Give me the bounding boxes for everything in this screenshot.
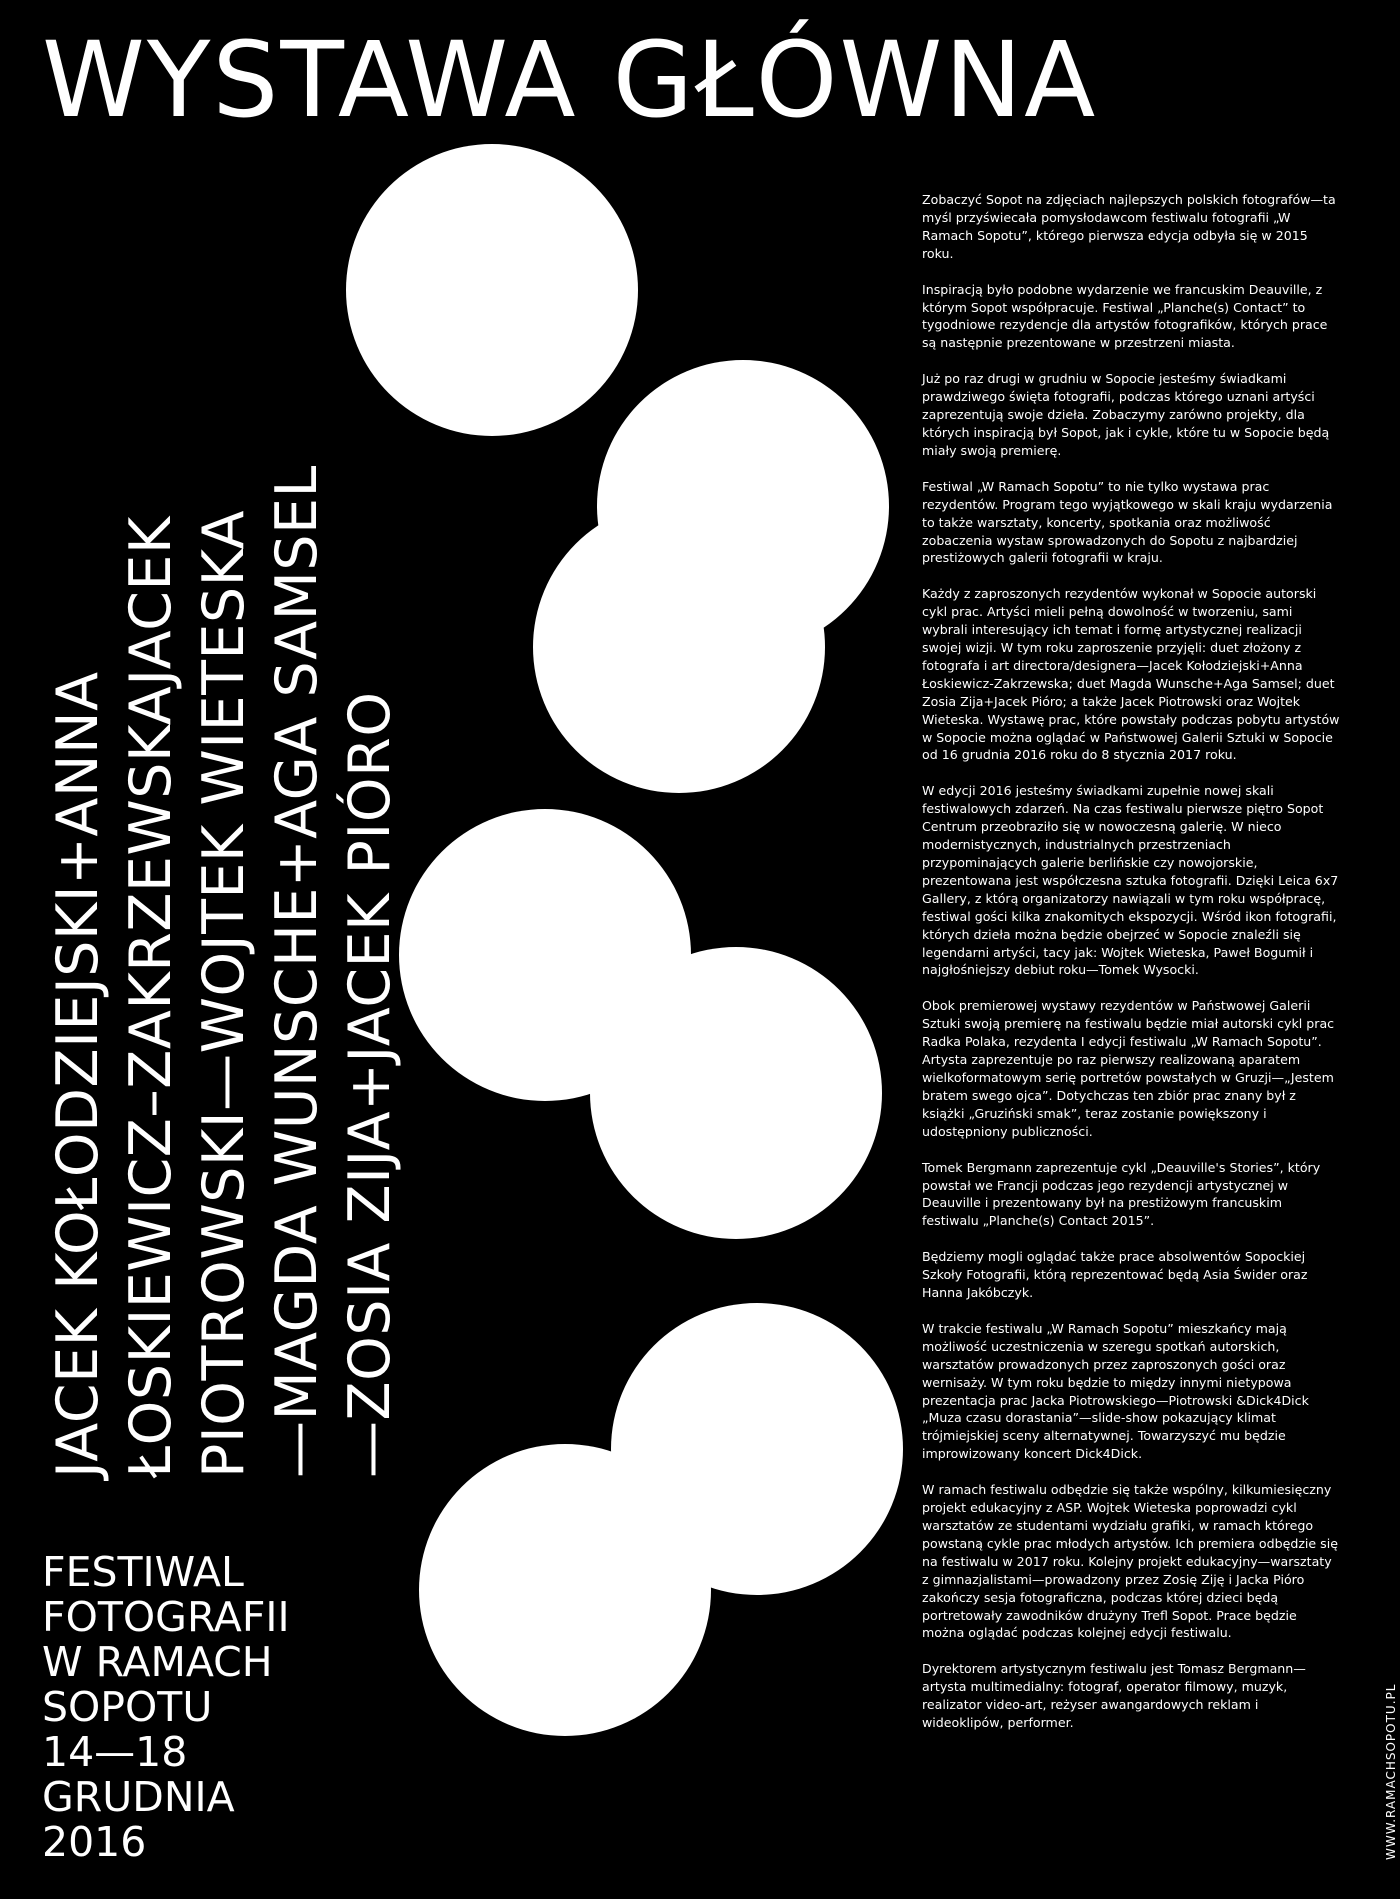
circle-7 — [419, 1444, 711, 1736]
artists-credits — [42, 178, 407, 1478]
paragraph: Będziemy mogli oglądać także prace absolwentów Sopockiej Szkoły Fotografii, którą reprezentować będą Asia Świder oraz Hanna Jakóbczyk. — [922, 1249, 1308, 1301]
paragraph: W edycji 2016 jesteśmy świadkami zupełnie nowej skali festiwalowych zdarzeń. Na czas festiwalu pierwsze piętro Sopot Centrum przeobraziło się w nowoczesną galerię. W nieco modernistycznych, industrialnych przestrzeniach przypominających galerie berlińskie czy nowojorskie, prezentowana jest współczesna sztuka fotografii. Dzięki Leica 6x7 Gallery, z którą organizatorzy nawiązali w tym roku współpracę, festiwal gości kilka znakomitych ekspozycji. Wśród ikon fotografii, których dzieła można będzie obejrzeć w Sopocie znaleźli się legendarni artyści, tacy jak: Wojtek Wieteska, Paweł Bogumił i najgłośniejszy debiut roku—Tomek Wysocki. — [922, 783, 1339, 978]
paragraph: Inspiracją było podobne wydarzenie we francuskim Deauville, z którym Sopot współpracuje. Festiwal „Planche(s) Contact” to tygodniowe rezydencje dla artystów fotografików, których prace są następnie prezentowane w przestrzeni miasta. — [922, 281, 1328, 351]
description-column — [922, 191, 1342, 1750]
artists-line: ŁOSKIEWICZ–ZAKRZEWSKAJACEK — [118, 516, 184, 1478]
paragraph: Festiwal „W Ramach Sopotu” to nie tylko wystawa prac rezydentów. Program tego wyjątkowego w skali kraju wydarzenia to także warsztaty, koncerty, spotkania oraz możliwość zobaczenia wystaw sprowadzonych do Sopotu z najbardziej prestiżowych galerii fotografii w kraju. — [922, 478, 1333, 566]
circle-3 — [533, 501, 825, 793]
artists-line: JACEK KOŁODZIEJSKI+ANNA — [45, 671, 111, 1478]
website-link[interactable]: WWW.RAMACHSOPOTU.PL — [1384, 1683, 1398, 1860]
paragraph: Już po raz drugi w grudniu w Sopocie jesteśmy świadkami prawdziwego święta fotografii, podczas którego uznani artyści zaprezentują swoje dzieła. Zobaczymy zarówno projekty, dla których inspiracją był Sopot, jak i cykle, które tu w Sopocie będą miały swoją premierę. — [922, 371, 1330, 458]
artists-line: PIOTROWSKI—WOJTEK WIETESKA — [191, 509, 257, 1478]
festival-line: SOPOTU — [42, 1683, 213, 1731]
festival-month: GRUDNIA — [42, 1773, 235, 1821]
festival-line: FOTOGRAFII — [42, 1593, 290, 1641]
paragraph: W trakcie festiwalu „W Ramach Sopotu” mieszkańcy mają możliwość uczestniczenia w szeregu spotkań autorskich, warsztatów prowadzonych przez zaproszonych gości oraz wernisaży. W tym roku będzie to między innymi nietypowa prezentacja prac Jacka Piotrowskiego—Piotrowski &Dick4Dick „Muza czasu dorastania”—slide-show pokazujący klimat trójmiejskiej sceny alternatywnej. Towarzyszyć mu będzie improwizowany koncert Dick4Dick. — [922, 1320, 1309, 1462]
festival-line: W RAMACH — [42, 1638, 273, 1686]
festival-dates: 14—18 — [42, 1728, 188, 1776]
festival-line: FESTIWAL — [42, 1548, 244, 1596]
artists-line: —ZOSIA ZIJA+JACEK PIÓRO — [337, 691, 403, 1478]
poster-title: WYSTAWA GŁÓWNA — [42, 19, 1098, 141]
festival-info — [42, 1550, 422, 1865]
paragraph: Zobaczyć Sopot na zdjęciach najlepszych polskich fotografów—ta myśl przyświecała pomysłodawcom festiwalu fotografii „W Ramach Sopotu”, którego pierwsza edycja odbyła się w 2015 roku. — [922, 192, 1336, 261]
festival-year: 2016 — [42, 1818, 147, 1866]
paragraph: Dyrektorem artystycznym festiwalu jest Tomasz Bergmann—artysta multimedialny: fotograf, operator filmowy, muzyk, realizator video-art, reżyser awangardowych reklam i wideoklipów, performer. — [922, 1661, 1306, 1731]
artists-line: —MAGDA WUNSCHE+AGA SAMSEL — [264, 465, 330, 1478]
paragraph: Każdy z zaproszonych rezydentów wykonał w Sopocie autorski cykl prac. Artyści mieli pełną dowolność w tworzeniu, sami wybrali interesujący ich temat i formę artystycznej realizacji swojej wizji. W tym roku zaproszenie przyjęli: duet złożony z fotografa i art directora/designera—Jacek Kołodziejski+Anna Łoskiewicz-Zakrzewska; duet Magda Wunsche+Aga Samsel; duet Zosia Zija+Jacek Pióro; a także Jacek Piotrowski oraz Wojtek Wieteska. Wystawę prac, które powstały podczas pobytu artystów w Sopocie można oglądać w Państwowej Galerii Sztuki w Sopocie od 16 grudnia 2016 roku do 8 stycznia 2017 roku. — [922, 586, 1340, 763]
paragraph: Obok premierowej wystawy rezydentów w Państwowej Galerii Sztuki swoją premierę na festiwalu będzie miał autorski cykl prac Radka Polaka, rezydenta I edycji festiwalu „W Ramach Sopotu”. Artysta zaprezentuje po raz pierwszy realizowaną aparatem wielkoformatowym serię portretów powstałych w Gruzji—„Jestem bratem swego ojca”. Dotychczas ten zbiór prac znany był z książki „Gruziński smak”, teraz zostanie powiększony i udostępniony publiczności. — [922, 998, 1335, 1139]
paragraph: Tomek Bergmann zaprezentuje cykl „Deauville's Stories”, który powstał we Francji podczas jego rezydencji artystycznej w Deauville i prezentowany był na prestiżowym francuskim festiwalu „Planche(s) Contact 2015”. — [922, 1159, 1321, 1229]
paragraph: W ramach festiwalu odbędzie się także wspólny, kilkumiesięczny projekt edukacyjny z ASP. Wojtek Wieteska poprowadzi cykl warsztatów ze studentami wydziału grafiki, w ramach którego powstaną cykle prac młodych artystów. Ich premiera odbędzie się na festiwalu w 2017 roku. Kolejny projekt edukacyjny—warsztaty z gimnazjalistami—prowadzony przez Zosię Ziję i Jacka Pióro zakończy sesja fotograficzna, podczas której dzieci będą portretowały zawodników drużyny Trefl Sopot. Prace będzie można oglądać podczas kolejnej edycji festiwalu. — [922, 1482, 1338, 1641]
circle-5 — [590, 947, 882, 1239]
